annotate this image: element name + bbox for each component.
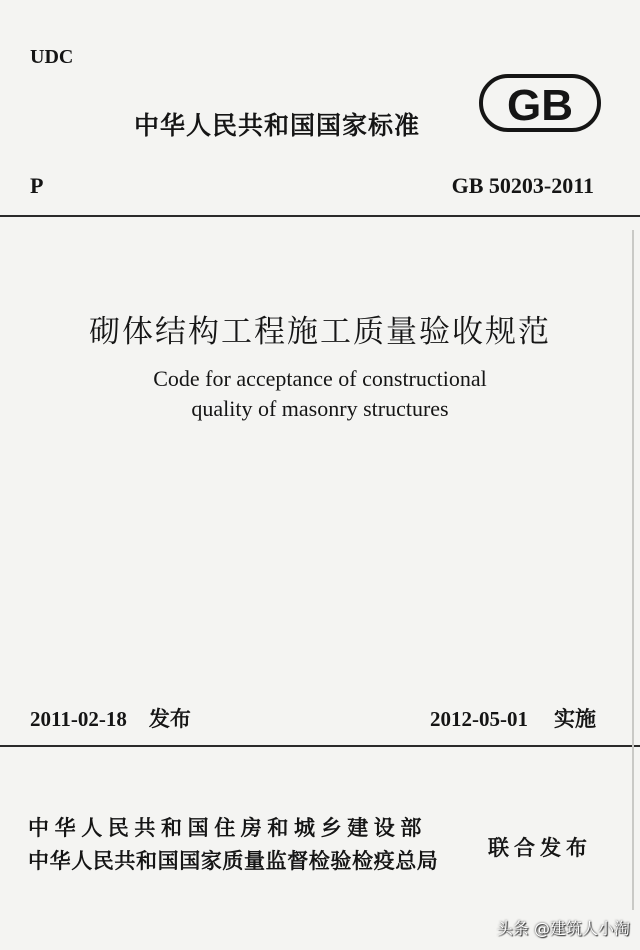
issue-date: 2011-02-18 [30,707,127,731]
svg-text:GB: GB [507,81,573,130]
effective-label: 实施 [554,707,596,731]
issuer-aqsiq: 中华人民共和国国家质量监督检验检疫总局 [28,849,439,873]
gb-logo-icon [478,72,602,134]
title-chinese: 砌体结构工程施工质量验收规范 [89,314,551,350]
joint-issue-label: 联合发布 [488,836,592,860]
udc-label: UDC [30,46,74,68]
classification-code: P [30,173,44,198]
issue-label: 发布 [148,707,191,731]
bottom-divider [0,745,640,747]
effective-date: 2012-05-01 [430,707,528,731]
issue-info [30,703,191,733]
watermark-text: 头条 @建筑人小淘 [496,919,630,938]
page-edge-shadow [632,230,634,910]
issuer-ministry-housing: 中华人民共和国住房和城乡建设部 [28,816,427,840]
standard-number: GB 50203-2011 [451,173,594,198]
effective-info [430,703,596,733]
top-divider [0,215,640,217]
national-standard-label: 中华人民共和国国家标准 [134,111,421,140]
title-english-line1: Code for acceptance of constructional [153,366,487,391]
title-english-line2: quality of masonry structures [191,396,449,421]
